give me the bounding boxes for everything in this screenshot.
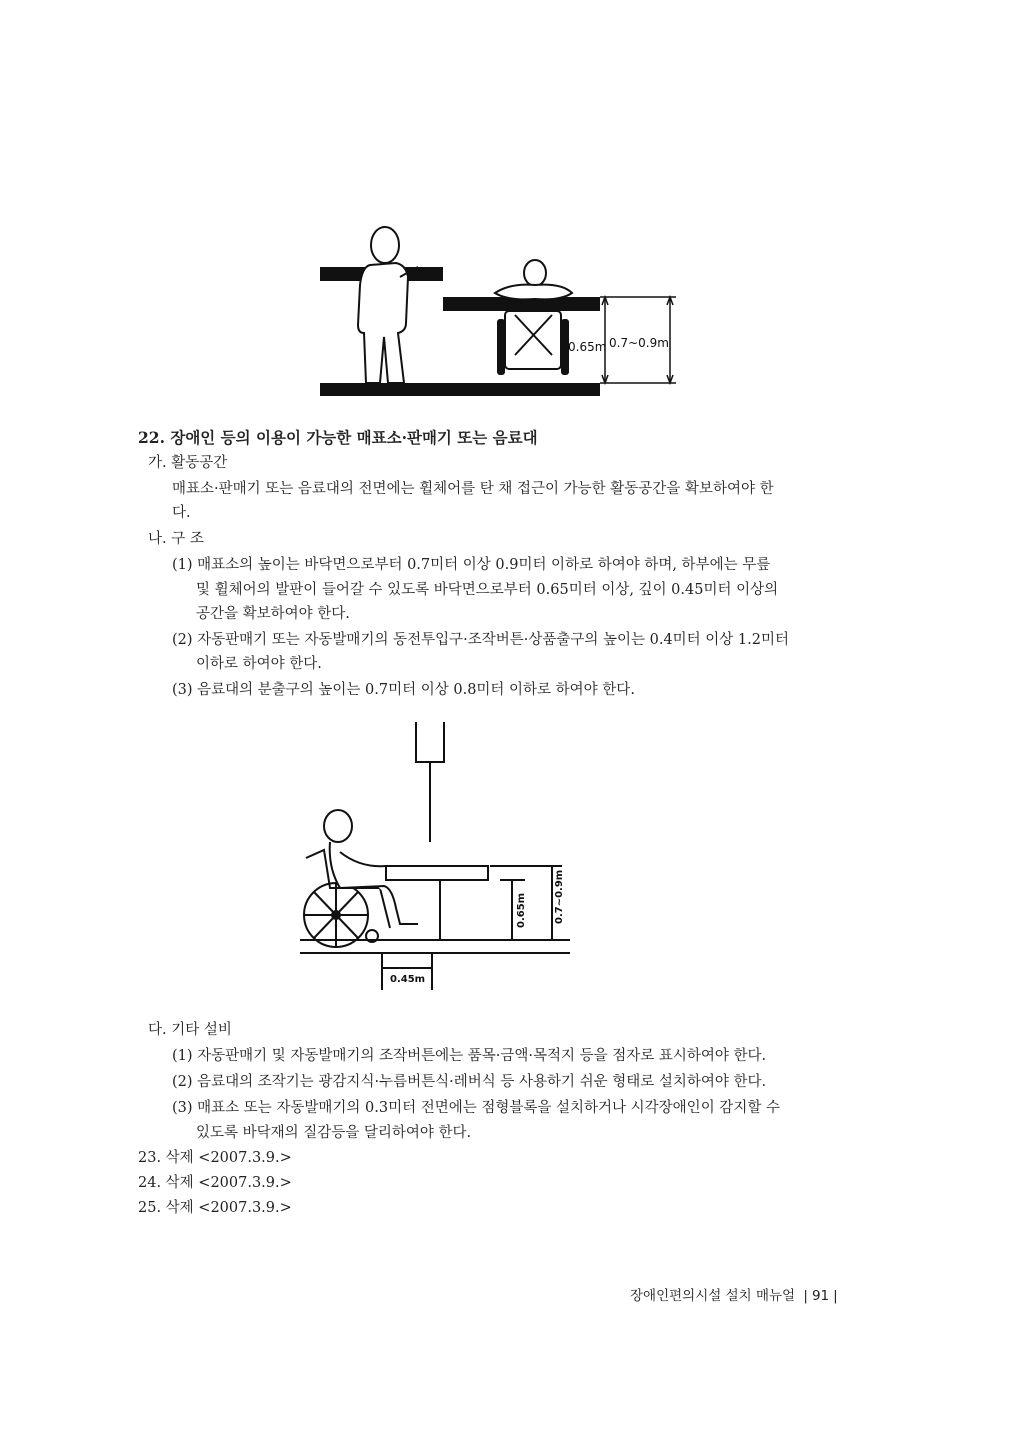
da-item-2: (2) 음료대의 조작기는 광감지식·누름버튼식·레버식 등 사용하기 쉬운 형태로 설치하여야 한다.: [172, 1074, 767, 1090]
bottom-dim-inner: 0.65m: [516, 892, 527, 928]
bottom-dim-depth: 0.45m: [390, 974, 426, 985]
na-item-1: (1) 매표소의 높이는 바닥면으로부터 0.7미터 이상 0.9미터 이하로 하여야 하며, 하부에는 무릎: [172, 557, 771, 573]
ga-paragraph-line: 매표소·판매기 또는 음료대의 전면에는 휠체어를 탄 채 접근이 가능한 활동공간을 확보하여야 한: [172, 481, 774, 497]
da-item-3: (3) 매표소 또는 자동발매기의 0.3미터 전면에는 점형블록을 설치하거나 시각장애인이 감지할 수: [172, 1100, 780, 1116]
top-dim-outer: 0.7~0.9m: [609, 336, 669, 350]
top-dim-inner: 0.65m: [568, 340, 607, 354]
subsection-na-title: 나. 구 조: [148, 531, 204, 547]
deleted-item-25: 25. 삭제 <2007.3.9.>: [138, 1200, 292, 1216]
da-item-3: 있도록 바닥재의 질감등을 달리하여야 한다.: [196, 1125, 472, 1141]
counter-height-figure: [300, 215, 690, 405]
footer-separator: |: [833, 1288, 838, 1304]
deleted-item-24: 24. 삭제 <2007.3.9.>: [138, 1175, 292, 1191]
ga-paragraph-line: 다.: [172, 505, 191, 521]
na-item-1: 공간을 확보하여야 한다.: [196, 606, 350, 622]
na-item-2: 이하로 하여야 한다.: [196, 656, 322, 672]
bottom-dim-outer: 0.7~0.9m: [554, 869, 565, 924]
na-item-3: (3) 음료대의 분출구의 높이는 0.7미터 이상 0.8미터 이하로 하여야 한다.: [172, 682, 635, 698]
subsection-da-title: 다. 기타 설비: [148, 1022, 232, 1038]
fountain-figure: [300, 718, 580, 998]
page-footer: [630, 1284, 838, 1304]
section-heading: 22. 장애인 등의 이용이 가능한 매표소·판매기 또는 음료대: [138, 428, 538, 447]
footer-separator: |: [803, 1288, 808, 1304]
da-item-1: (1) 자동판매기 및 자동발매기의 조작버튼에는 품목·금액·목적지 등을 점자로 표시하여야 한다.: [172, 1048, 767, 1064]
na-item-1: 및 휠체어의 발판이 들어갈 수 있도록 바닥면으로부터 0.65미터 이상, 깊이 0.45미터 이상의: [196, 582, 779, 598]
na-item-2: (2) 자동판매기 또는 자동발매기의 동전투입구·조작버튼·상품출구의 높이는 0.4미터 이상 1.2미터: [172, 632, 789, 648]
deleted-item-23: 23. 삭제 <2007.3.9.>: [138, 1150, 292, 1166]
page-number: 91: [811, 1288, 830, 1304]
subsection-ga-title: 가. 활동공간: [148, 455, 228, 471]
footer-title: 장애인편의시설 설치 매뉴얼: [630, 1288, 796, 1304]
